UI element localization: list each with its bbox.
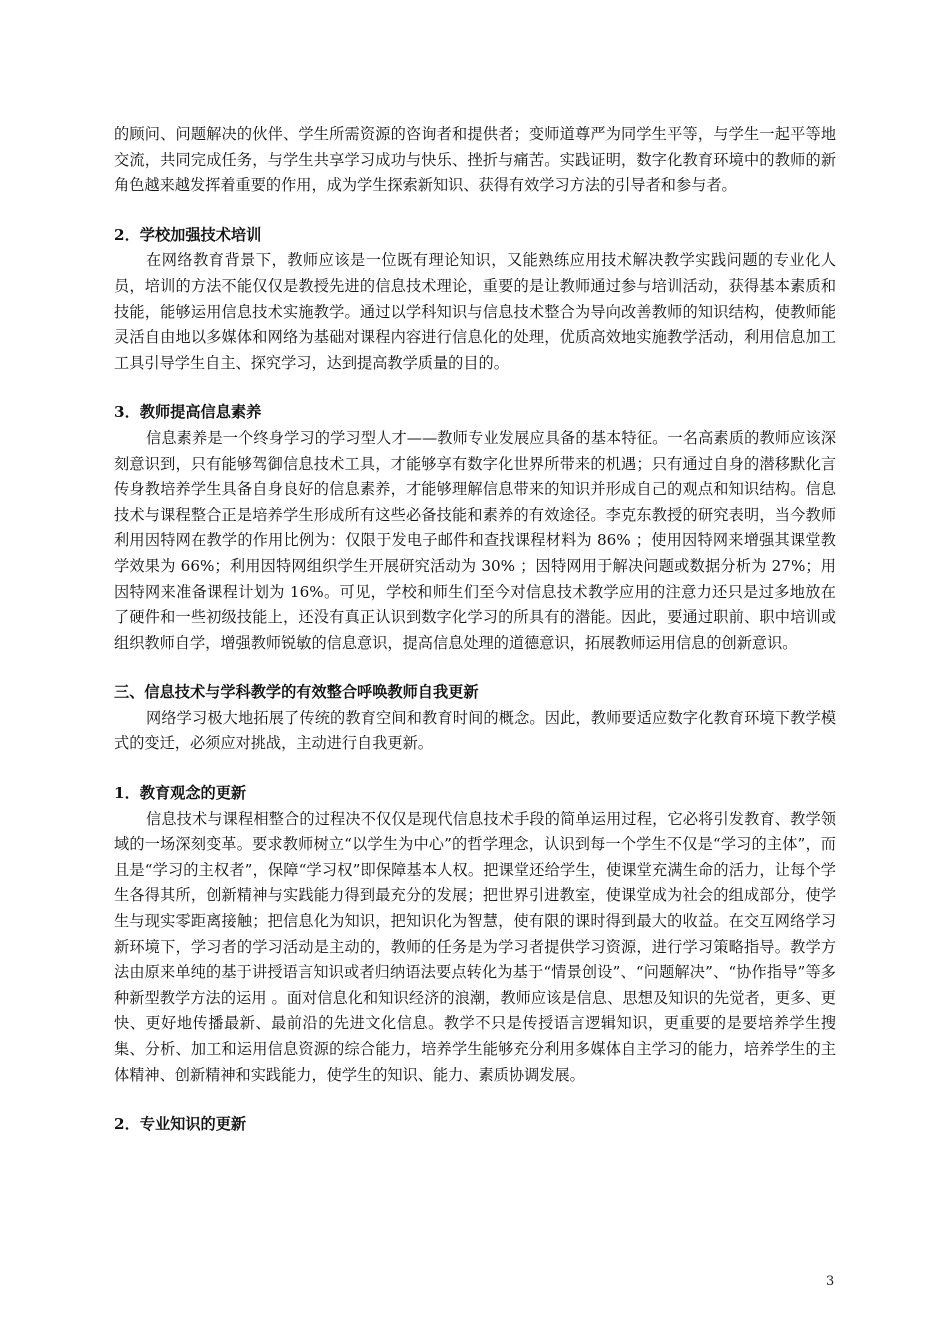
section-heading-technical-training: 2．学校加强技术培训 [114, 225, 262, 244]
document-body [114, 122, 836, 1138]
paragraph-information-literacy: 信息素养是一个终身学习的学习型人才——教师专业发展应具备的基本特征。一名高素质的教师应该深刻意识到，只有能够驾御信息技术工具，才能够享有数字化世界所带来的机遇；只有通过自身的潜移默化言传身教培养学生具备自身良好的信息素养，才能够理解信息带来的知识并形成自己的观点和知识结构。信息技术与课程整合正是培养学生形成所有这些必备技能和素养的有效途径。李克东教授的研究表明，当今教师利用因特网在教学的作用比例为：仅限于发电子邮件和查找课程材料为 86% ；使用因特网来增强其课堂教学效果为 66%；利用因特网组织学生开展研究活动为 30% ；因特网用于解决问题或数据分析为 27%；用因特网来准备课程计划为 16%。可见，学校和师生们至今对信息技术教学应用的注意力还只是过多地放在了硬件和一些初级技能上，还没有真正认识到数字化学习的所具有的潜能。因此，要通过职前、职中培训或组织教师自学，增强教师锐敏的信息意识，提高信息处理的道德意识，拓展教师运用信息的创新意识。 [114, 428, 836, 652]
section-heading-concept-update: 1．教育观念的更新 [114, 784, 247, 803]
paragraph-teacher-role-continued: 的顾问、问题解决的伙伴、学生所需资源的咨询者和提供者；变师道尊严为同学生平等，与学生一起平等地交流，共同完成任务，与学生共享学习成功与快乐、挫折与痛苦。实践证明，数字化教育环境中的教师的新角色越来越发挥着重要的作用，成为学生探索新知识、获得有效学习方法的引导者和参与者。 [114, 125, 836, 195]
paragraph-concept-update: 信息技术与课程相整合的过程决不仅仅是现代信息技术手段的简单运用过程，它必将引发教育、教学领域的一场深刻变革。要求教师树立“以学生为中心”的哲学理念，认识到每一个学生不仅是“学习的主体”，而且是“学习的主权者”，保障“学习权”即保障基本人权。把课堂还给学生，使课堂充满生命的活力，让每个学生各得其所，创新精神与实践能力得到最充分的发展；把世界引进教室，使课堂成为社会的组成部分，使学生与现实零距离接触；把信息化为知识，把知识化为智慧，使有限的课时得到最大的收益。在交互网络学习新环境下，学习者的学习活动是主动的，教师的任务是为学习者提供学习资源，进行学习策略指导。教学方法由原来单纯的基于讲授语言知识或者归纳语法要点转化为基于“情景创设”、“问题解决”、“协作指导”等多种新型教学方法的运用 。面对信息化和知识经济的浪潮，教师应该是信息、思想及知识的先觉者，更多、更快、更好地传播最新、最前沿的先进文化信息。教学不只是传授语言逻辑知识，更重要的是要培养学生搜集、分析、加工和运用信息资源的综合能力，培养学生能够充分利用多媒体自主学习的能力，培养学生的主体精神、创新精神和实践能力，使学生的知识、能力、素质协调发展。 [114, 809, 836, 1084]
paragraph-integration-intro: 网络学习极大地拓展了传统的教育空间和教育时间的概念。因此，教师要适应数字化教育环境下教学模式的变迁，必须应对挑战，主动进行自我更新。 [114, 708, 836, 753]
section-heading-information-literacy: 3．教师提高信息素养 [114, 403, 262, 422]
page-number: 3 [826, 1274, 835, 1289]
paragraph-technical-training: 在网络教育背景下，教师应该是一位既有理论知识，又能熟练应用技术解决教学实践问题的专业化人员，培训的方法不能仅仅是教授先进的信息技术理论，重要的是让教师通过参与培训活动，获得基本素质和技能，能够运用信息技术实施教学。通过以学科知识与信息技术整合为导向改善教师的知识结构，使教师能灵活自由地以多媒体和网络为基础对课程内容进行信息化的处理，优质高效地实施教学活动，利用信息加工工具引导学生自主、探究学习，达到提高教学质量的目的。 [114, 251, 836, 372]
chapter-heading-integration: 三、信息技术与学科教学的有效整合呼唤教师自我更新 [114, 683, 479, 702]
section-heading-knowledge-update: 2．专业知识的更新 [114, 1115, 247, 1134]
